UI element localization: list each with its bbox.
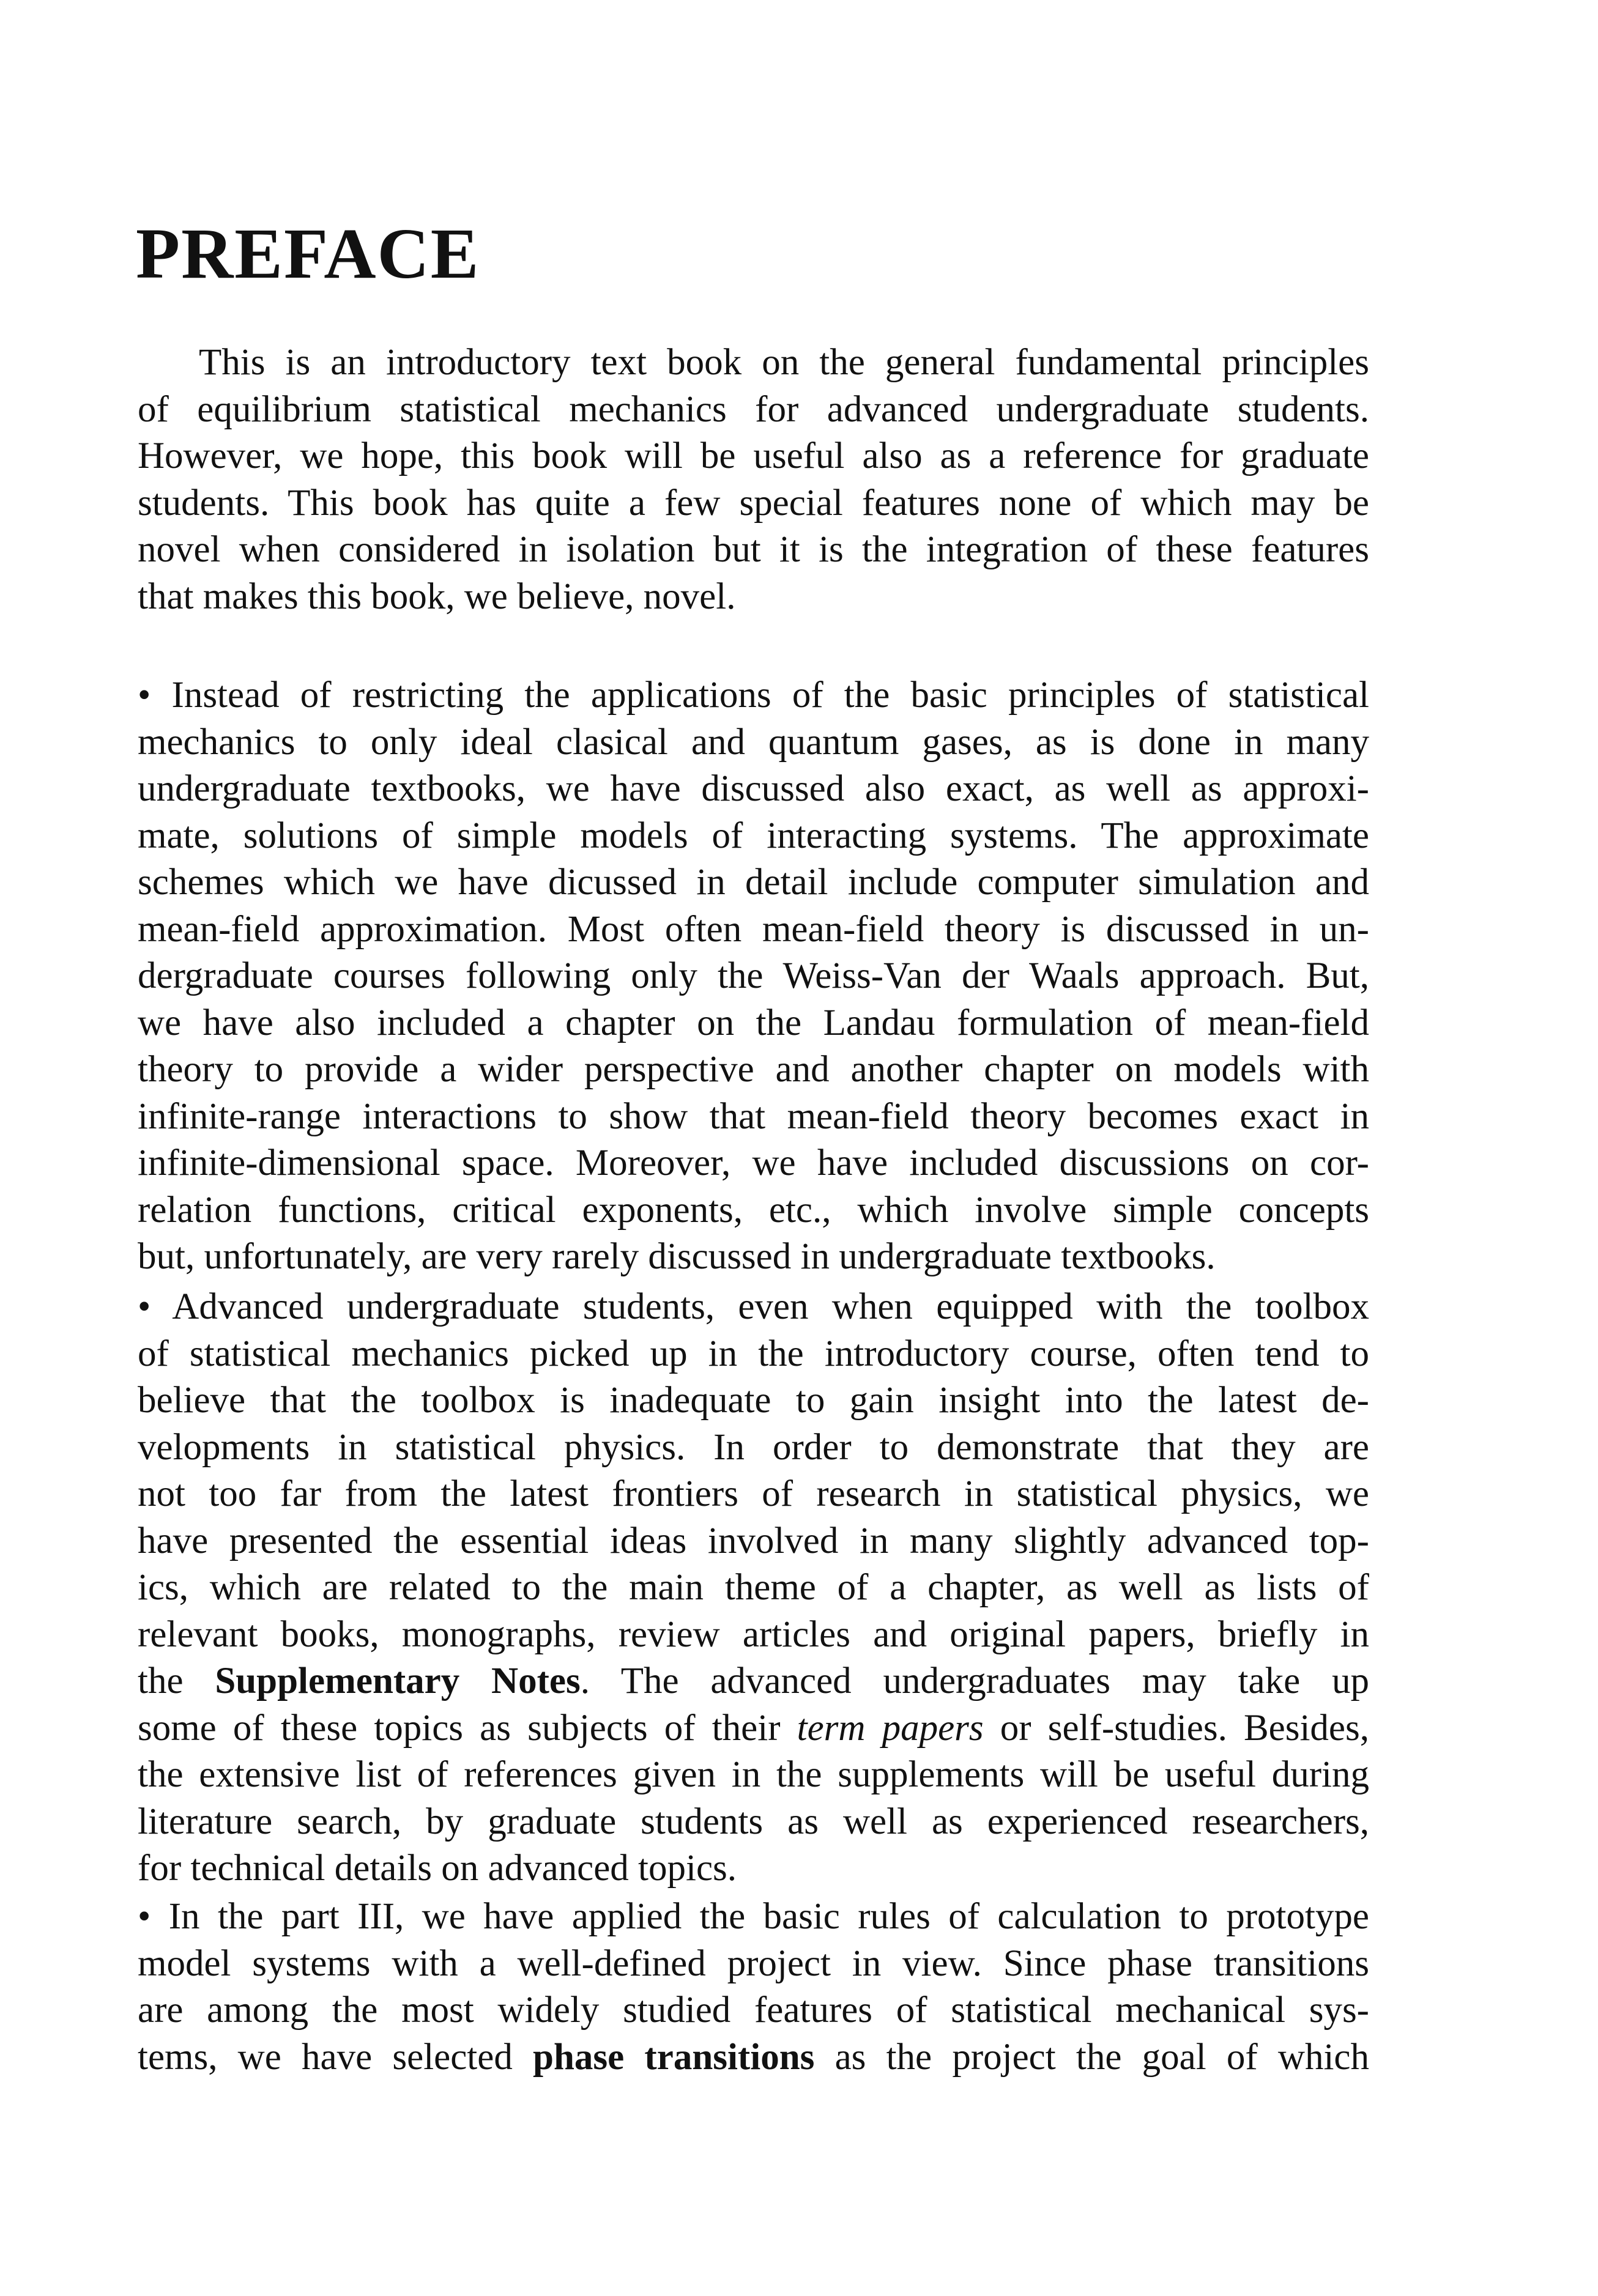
text-segment: the <box>138 1661 215 1702</box>
paragraph-bullet-interacting-systems <box>138 672 1369 1281</box>
text-segment: • Instead of restricting the applications of the basic principles of statistical <box>138 675 1369 716</box>
text-line <box>138 339 1369 387</box>
bold-text: Supplementary Notes <box>215 1661 581 1702</box>
text-segment: as the project the goal of which <box>814 2036 1369 2078</box>
text-segment: • Advanced undergraduate students, even when equipped with the toolbox <box>138 1286 1369 1327</box>
text-segment: This is an introductory text book on the general fundamental principles <box>199 342 1369 383</box>
text-segment: theory to provide a wider perspective and another chapter on models with <box>138 1049 1369 1090</box>
text-line <box>138 1284 1369 1331</box>
text-segment: but, unfortunately, are very rarely discussed in undergraduate textbooks. <box>138 1236 1216 1277</box>
text-segment: relation functions, critical exponents, etc., which involve simple concepts <box>138 1189 1369 1231</box>
text-segment: schemes which we have dicussed in detail include computer simulation and <box>138 862 1369 903</box>
text-segment: have presented the essential ideas involved in many slightly advanced top- <box>138 1520 1369 1561</box>
text-line <box>138 1471 1369 1518</box>
text-line <box>138 1845 1369 1892</box>
paragraph-bullet-supplementary-notes <box>138 1284 1369 1892</box>
text-line <box>138 859 1369 906</box>
text-segment: of equilibrium statistical mechanics for advanced undergraduate students. <box>138 388 1369 430</box>
text-line <box>138 1565 1369 1612</box>
text-segment: mean-field approximation. Most often mean-field theory is discussed in un- <box>138 908 1369 950</box>
text-segment: infinite-range interactions to show that mean-field theory becomes exact in <box>138 1095 1369 1137</box>
text-segment: ics, which are related to the main theme of a chapter, as well as lists of <box>138 1567 1369 1608</box>
page-title: PREFACE <box>136 213 480 294</box>
text-line <box>138 1094 1369 1141</box>
text-segment: mate, solutions of simple models of interacting systems. The approximate <box>138 815 1369 856</box>
text-line <box>138 1799 1369 1846</box>
text-line <box>138 1234 1369 1281</box>
text-segment: infinite-dimensional space. Moreover, we have included discussions on cor- <box>138 1142 1369 1183</box>
text-line <box>138 433 1369 480</box>
text-segment: mechanics to only ideal clasical and quantum gases, as is done in many <box>138 721 1369 763</box>
text-segment: for technical details on advanced topics. <box>138 1848 737 1889</box>
text-line <box>138 1046 1369 1094</box>
paragraph-intro <box>138 339 1369 620</box>
text-line <box>138 1377 1369 1424</box>
text-line <box>138 1187 1369 1234</box>
text-segment: tems, we have selected <box>138 2036 533 2078</box>
text-segment: of statistical mechanics picked up in the introductory course, often tend to <box>138 1333 1369 1374</box>
text-line <box>138 2034 1369 2081</box>
text-segment: However, we hope, this book will be useful also as a reference for graduate <box>138 435 1369 476</box>
text-line <box>138 1752 1369 1799</box>
text-segment: undergraduate textbooks, we have discussed also exact, as well as approxi- <box>138 768 1369 809</box>
text-segment: are among the most widely studied features of statistical mechanical sys- <box>138 1990 1369 2031</box>
text-segment: or self-studies. Besides, <box>983 1707 1369 1749</box>
text-line <box>138 1941 1369 1988</box>
text-segment: students. This book has quite a few special features none of which may be <box>138 482 1369 524</box>
text-line <box>138 1705 1369 1752</box>
text-segment: • In the part III, we have applied the basic rules of calculation to prototype <box>138 1896 1369 1937</box>
text-segment: believe that the toolbox is inadequate to gain insight into the latest de- <box>138 1380 1369 1421</box>
italic-text: term papers <box>797 1707 984 1749</box>
text-line <box>138 1424 1369 1472</box>
text-segment: some of these topics as subjects of their <box>138 1707 797 1749</box>
text-line <box>138 813 1369 860</box>
text-line <box>138 1894 1369 1941</box>
text-segment: we have also included a chapter on the Landau formulation of mean-field <box>138 1002 1369 1043</box>
bold-text: phase transitions <box>533 2036 815 2078</box>
text-segment: velopments in statistical physics. In order to demonstrate that they are <box>138 1426 1369 1468</box>
text-segment: literature search, by graduate students as well as experienced researchers, <box>138 1801 1369 1842</box>
text-line <box>138 1987 1369 2034</box>
text-segment: dergraduate courses following only the Weiss-Van der Waals approach. But, <box>138 955 1369 996</box>
text-line <box>138 1518 1369 1565</box>
text-line <box>138 387 1369 434</box>
text-line <box>138 527 1369 574</box>
text-line <box>138 906 1369 954</box>
text-segment: novel when considered in isolation but it is the integration of these features <box>138 529 1369 570</box>
text-line <box>138 766 1369 813</box>
text-line <box>138 1140 1369 1187</box>
paragraph-bullet-phase-transitions <box>138 1894 1369 2081</box>
text-segment: not too far from the latest frontiers of research in statistical physics, we <box>138 1473 1369 1514</box>
text-line <box>138 1612 1369 1659</box>
text-segment: that makes this book, we believe, novel. <box>138 576 736 617</box>
text-segment: relevant books, monographs, review articles and original papers, briefly in <box>138 1613 1369 1655</box>
text-line <box>138 480 1369 527</box>
text-segment: . The advanced undergraduates may take up <box>580 1661 1369 1702</box>
text-line <box>138 574 1369 621</box>
text-line <box>138 1000 1369 1047</box>
text-line <box>138 1331 1369 1378</box>
text-line <box>138 719 1369 766</box>
text-line <box>138 672 1369 719</box>
text-line <box>138 1658 1369 1705</box>
text-segment: the extensive list of references given in the supplements will be useful during <box>138 1754 1369 1795</box>
text-line <box>138 953 1369 1000</box>
text-segment: model systems with a well-defined project in view. Since phase transitions <box>138 1942 1369 1984</box>
